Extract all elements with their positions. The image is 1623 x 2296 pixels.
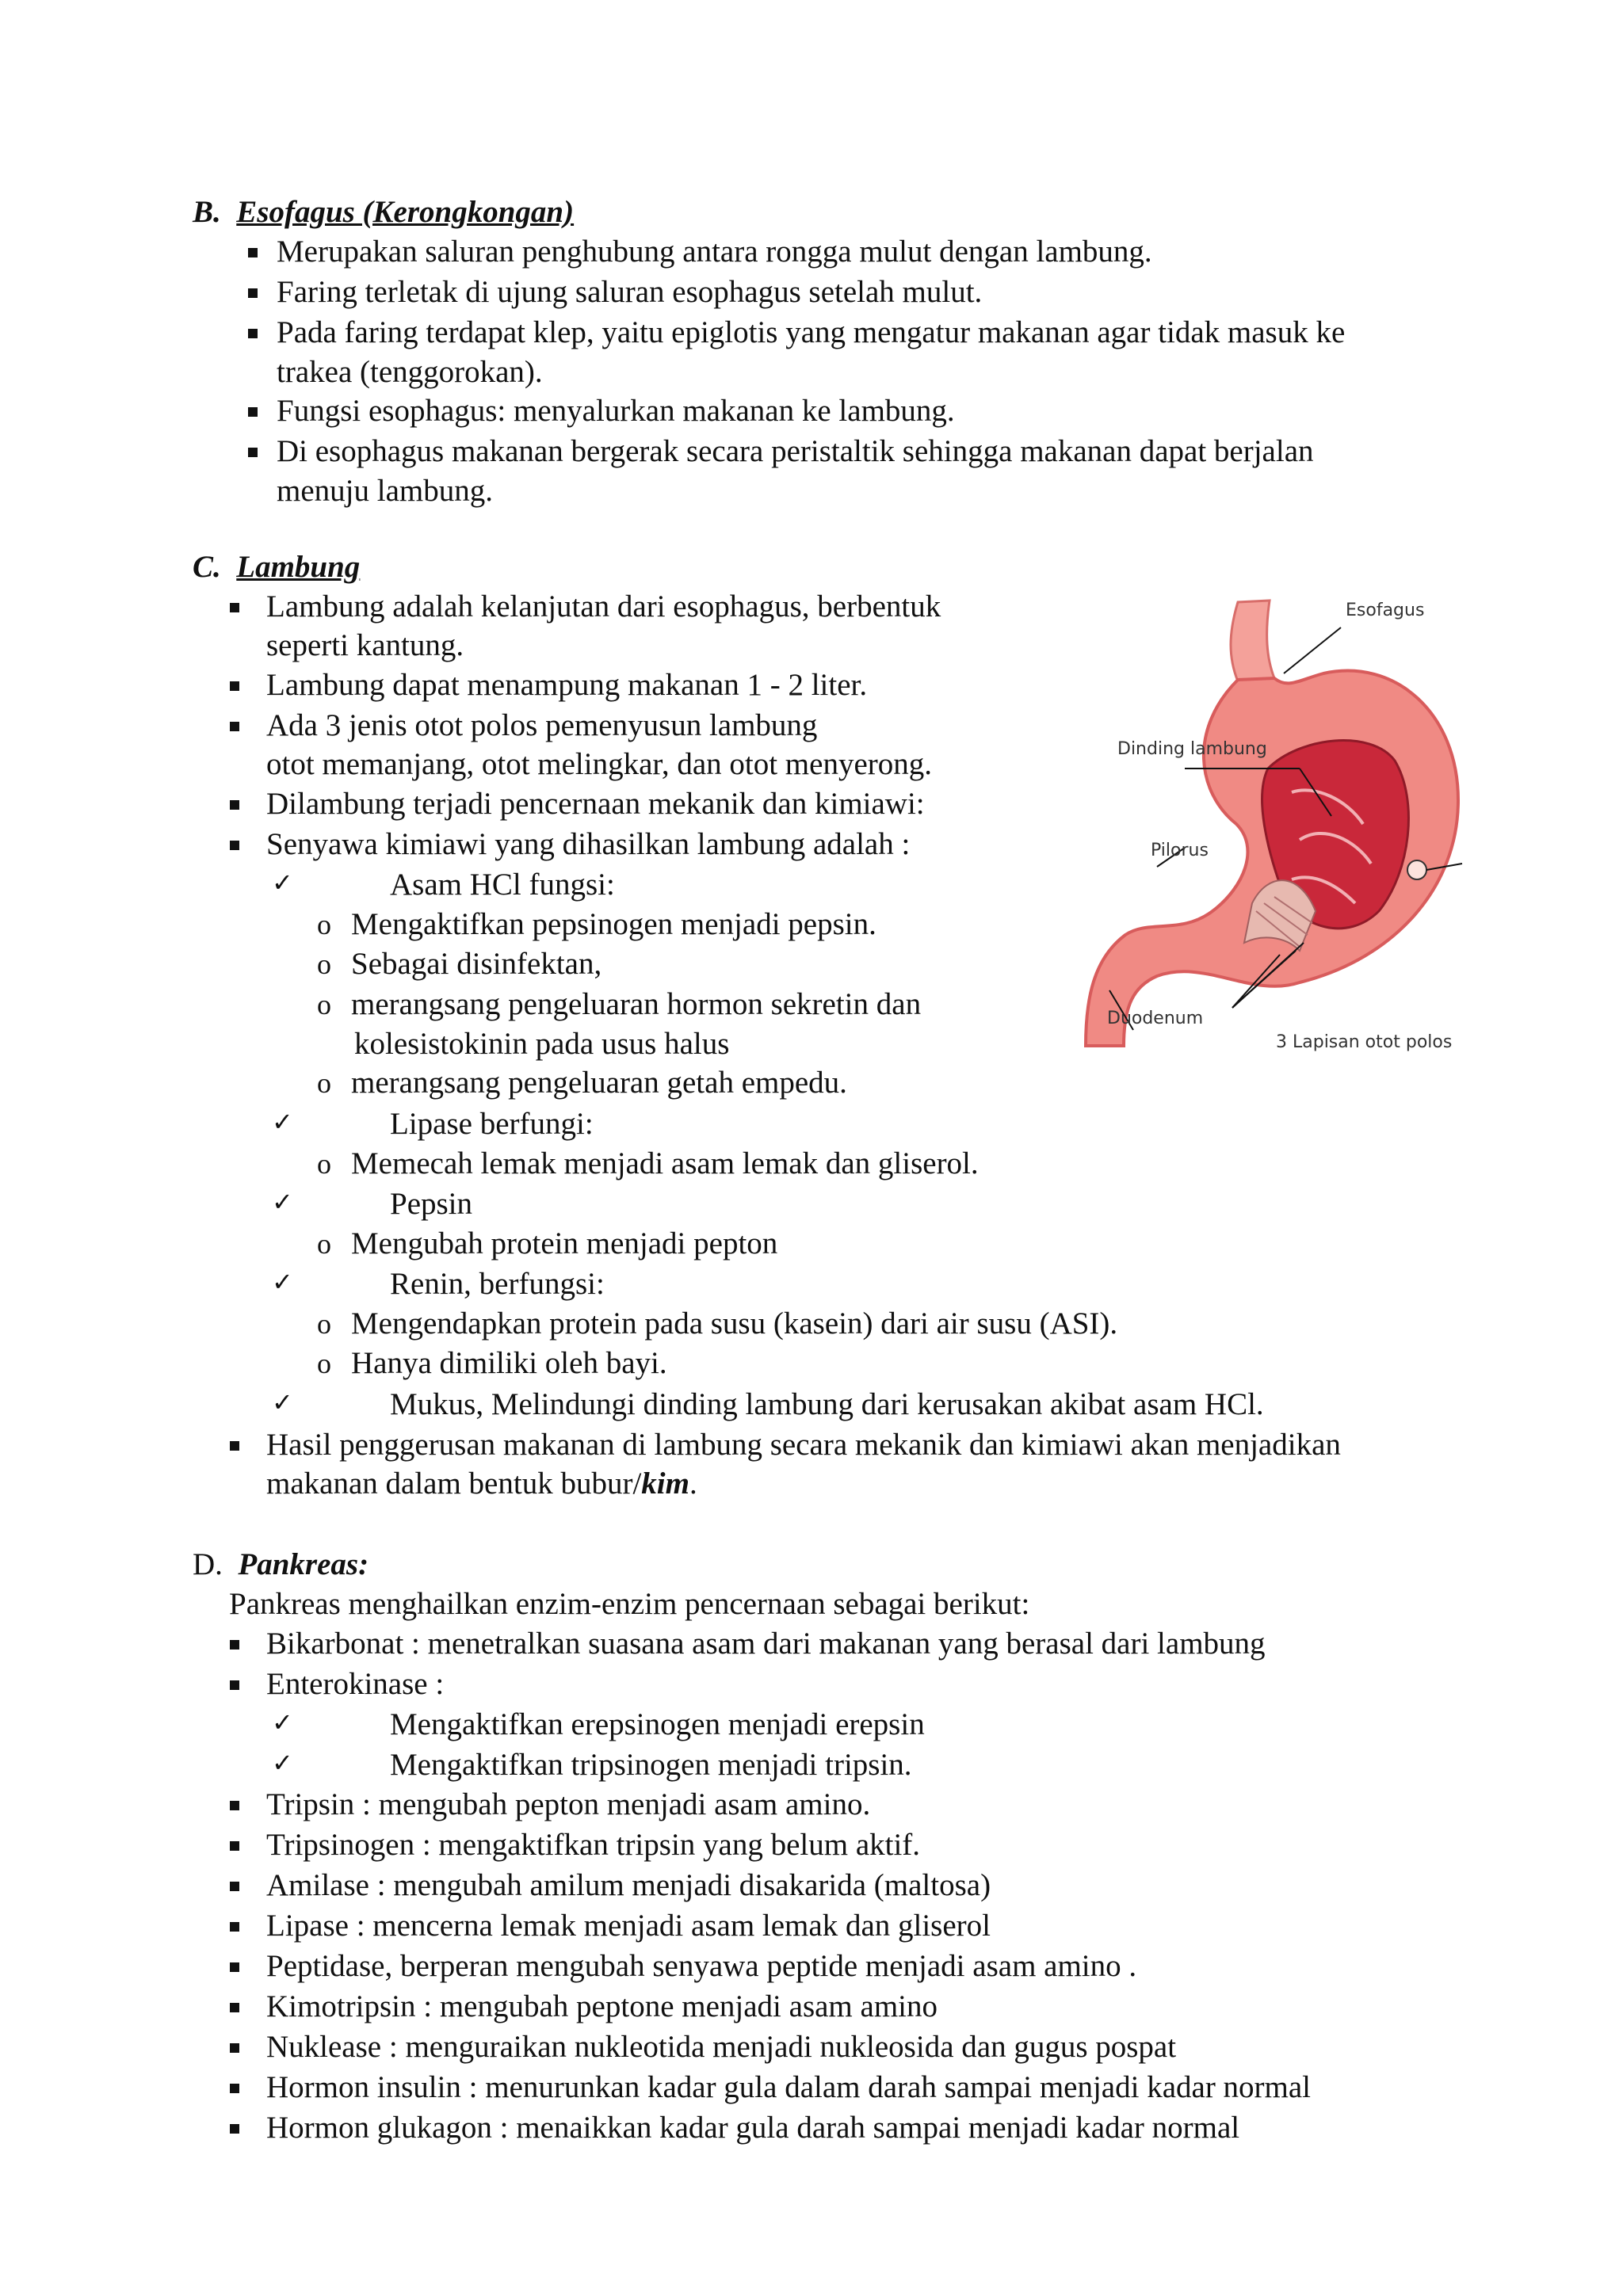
list-item: Nuklease : menguraikan nukleotida menjadi nukleosida dan gugus pospat bbox=[266, 2030, 1177, 2064]
sublist-item: Mengubah protein menjadi pepton bbox=[351, 1226, 778, 1261]
sublist-item: merangsang pengeluaran getah empedu. bbox=[351, 1066, 847, 1100]
marker-circle bbox=[1407, 860, 1426, 879]
list-item: Peptidase, berperan mengubah senyawa peptide menjadi asam amino . bbox=[266, 1949, 1137, 1983]
label-lapisan-otot: 3 Lapisan otot polos bbox=[1276, 1032, 1453, 1052]
list-item: Kimotripsin : mengubah peptone menjadi asam amino bbox=[266, 1989, 938, 2023]
bullet-square bbox=[230, 603, 239, 612]
list-item: Hormon insulin : menurunkan kadar gula dalam darah sampai menjadi kadar normal bbox=[266, 2070, 1312, 2104]
bullet-square bbox=[230, 2124, 239, 2134]
bullet-square bbox=[230, 1801, 239, 1810]
bullet-square bbox=[230, 1922, 239, 1932]
bullet-square bbox=[248, 329, 258, 338]
bullet-square bbox=[230, 1882, 239, 1891]
sublist-item: Hanya dimiliki oleh bayi. bbox=[351, 1346, 667, 1380]
circle-bullet-icon: o bbox=[317, 989, 331, 1020]
circle-bullet-icon: o bbox=[317, 1148, 331, 1180]
circle-bullet-icon: o bbox=[317, 909, 331, 940]
list-item-continuation: otot memanjang, otot melingkar, dan otot menyerong. bbox=[266, 747, 933, 781]
section-b-heading bbox=[193, 193, 574, 231]
check-mark-icon: ✓ bbox=[272, 1187, 293, 1217]
circle-bullet-icon: o bbox=[317, 1228, 331, 1260]
list-item: Fungsi esophagus: menyalurkan makanan ke lambung. bbox=[277, 394, 955, 428]
bullet-square bbox=[230, 841, 239, 850]
list-item-continuation: seperti kantung. bbox=[266, 628, 464, 662]
list-item: Hormon glukagon : menaikkan kadar gula darah sampai menjadi kadar normal bbox=[266, 2111, 1240, 2145]
bullet-square bbox=[230, 2043, 239, 2053]
section-d-title: Pankreas: bbox=[238, 1547, 369, 1581]
bullet-square bbox=[230, 1962, 239, 1972]
section-c-letter: C. bbox=[193, 550, 221, 584]
sublist-title: Lipase berfungi: bbox=[390, 1107, 594, 1141]
list-item-continuation: menuju lambung. bbox=[277, 474, 493, 508]
section-d-heading bbox=[193, 1546, 369, 1584]
hasil-emphasis: kim bbox=[641, 1466, 689, 1501]
list-item: Ada 3 jenis otot polos pemenyusun lambung bbox=[266, 708, 818, 742]
list-item: Hasil penggerusan makanan di lambung secara mekanik dan kimiawi akan menjadikan bbox=[266, 1428, 1341, 1462]
sublist-title: Asam HCl fungsi: bbox=[390, 868, 615, 902]
bullet-square bbox=[248, 248, 258, 257]
esophagus-shape bbox=[1231, 601, 1274, 681]
check-mark-icon: ✓ bbox=[272, 1748, 293, 1778]
circle-bullet-icon: o bbox=[317, 948, 331, 980]
label-dinding-lambung: Dinding lambung bbox=[1117, 739, 1267, 759]
sublist-item: Sebagai disinfektan, bbox=[351, 947, 602, 981]
sublist-item: Mengaktifkan erepsinogen menjadi erepsin bbox=[390, 1707, 925, 1741]
stomach-illustration bbox=[1086, 601, 1462, 1046]
section-b-letter: B. bbox=[193, 195, 221, 229]
sublist-item: Mengaktifkan tripsinogen menjadi tripsin. bbox=[390, 1748, 912, 1782]
sublist-title: Mukus, Melindungi dinding lambung dari kerusakan akibat asam HCl. bbox=[390, 1387, 1264, 1421]
list-item-continuation bbox=[266, 1465, 697, 1503]
sublist-item: Memecah lemak menjadi asam lemak dan gliserol. bbox=[351, 1146, 979, 1180]
check-mark-icon: ✓ bbox=[272, 1387, 293, 1417]
bullet-square bbox=[248, 407, 258, 417]
sublist-item: merangsang pengeluaran hormon sekretin dan bbox=[351, 987, 922, 1021]
bullet-square bbox=[230, 681, 239, 691]
circle-bullet-icon: o bbox=[317, 1348, 331, 1379]
bullet-square bbox=[230, 800, 239, 810]
bullet-square bbox=[230, 1680, 239, 1690]
list-item: Di esophagus makanan bergerak secara peristaltik sehingga makanan dapat berjalan bbox=[277, 434, 1314, 468]
label-duodenum: Duodenum bbox=[1107, 1009, 1204, 1028]
label-pilorus: Pilorus bbox=[1151, 841, 1209, 860]
list-item-continuation: trakea (tenggorokan). bbox=[277, 355, 543, 389]
pointer-esofagus bbox=[1284, 627, 1341, 673]
list-item: Senyawa kimiawi yang dihasilkan lambung adalah : bbox=[266, 827, 911, 861]
check-mark-icon: ✓ bbox=[272, 1267, 293, 1297]
circle-bullet-icon: o bbox=[317, 1067, 331, 1099]
bullet-square bbox=[248, 448, 258, 457]
list-item: Tripsinogen : mengaktifkan tripsin yang belum aktif. bbox=[266, 1828, 921, 1862]
list-item: Merupakan saluran penghubung antara rongga mulut dengan lambung. bbox=[277, 235, 1152, 269]
hasil-suffix: . bbox=[689, 1466, 697, 1501]
list-item: Tripsin : mengubah pepton menjadi asam amino. bbox=[266, 1787, 871, 1821]
bullet-square bbox=[230, 1841, 239, 1851]
bullet-square bbox=[248, 288, 258, 298]
bullet-square bbox=[230, 1441, 239, 1451]
section-c-title: Lambung bbox=[236, 550, 361, 584]
stomach-diagram bbox=[1062, 586, 1506, 1077]
section-c-heading bbox=[193, 548, 360, 586]
bullet-square bbox=[230, 722, 239, 731]
bullet-square bbox=[230, 2003, 239, 2012]
list-item: Faring terletak di ujung saluran esophagus setelah mulut. bbox=[277, 275, 983, 309]
sublist-title: Renin, berfungsi: bbox=[390, 1267, 605, 1301]
check-mark-icon: ✓ bbox=[272, 1707, 293, 1737]
list-item: Enterokinase : bbox=[266, 1667, 445, 1701]
section-b-title: Esofagus (Kerongkongan) bbox=[236, 195, 575, 229]
list-item: Bikarbonat : menetralkan suasana asam dari makanan yang berasal dari lambung bbox=[266, 1627, 1266, 1661]
check-mark-icon: ✓ bbox=[272, 868, 293, 898]
circle-bullet-icon: o bbox=[317, 1308, 331, 1340]
list-item: Pada faring terdapat klep, yaitu epiglotis yang mengatur makanan agar tidak masuk ke bbox=[277, 315, 1346, 349]
label-esofagus: Esofagus bbox=[1346, 601, 1425, 620]
list-item: Lambung adalah kelanjutan dari esophagus, berbentuk bbox=[266, 589, 941, 624]
list-item: Lipase : mencerna lemak menjadi asam lemak dan gliserol bbox=[266, 1909, 991, 1943]
check-mark-icon: ✓ bbox=[272, 1107, 293, 1137]
bullet-square bbox=[230, 2084, 239, 2093]
sublist-title: Pepsin bbox=[390, 1187, 473, 1221]
section-d-intro: Pankreas menghailkan enzim-enzim pencernaan sebagai berikut: bbox=[229, 1587, 1030, 1621]
list-item: Lambung dapat menampung makanan 1 - 2 liter. bbox=[266, 668, 868, 702]
bullet-square bbox=[230, 1640, 239, 1650]
list-item: Dilambung terjadi pencernaan mekanik dan kimiawi: bbox=[266, 787, 925, 821]
list-item: Amilase : mengubah amilum menjadi disakarida (maltosa) bbox=[266, 1868, 991, 1902]
section-d-letter: D. bbox=[193, 1547, 223, 1581]
sublist-item: Mengendapkan protein pada susu (kasein) dari air susu (ASI). bbox=[351, 1306, 1118, 1341]
sublist-item: Mengaktifkan pepsinogen menjadi pepsin. bbox=[351, 907, 876, 941]
sublist-item-continuation: kolesistokinin pada usus halus bbox=[354, 1027, 730, 1061]
hasil-prefix: makanan dalam bentuk bubur/ bbox=[266, 1466, 642, 1501]
